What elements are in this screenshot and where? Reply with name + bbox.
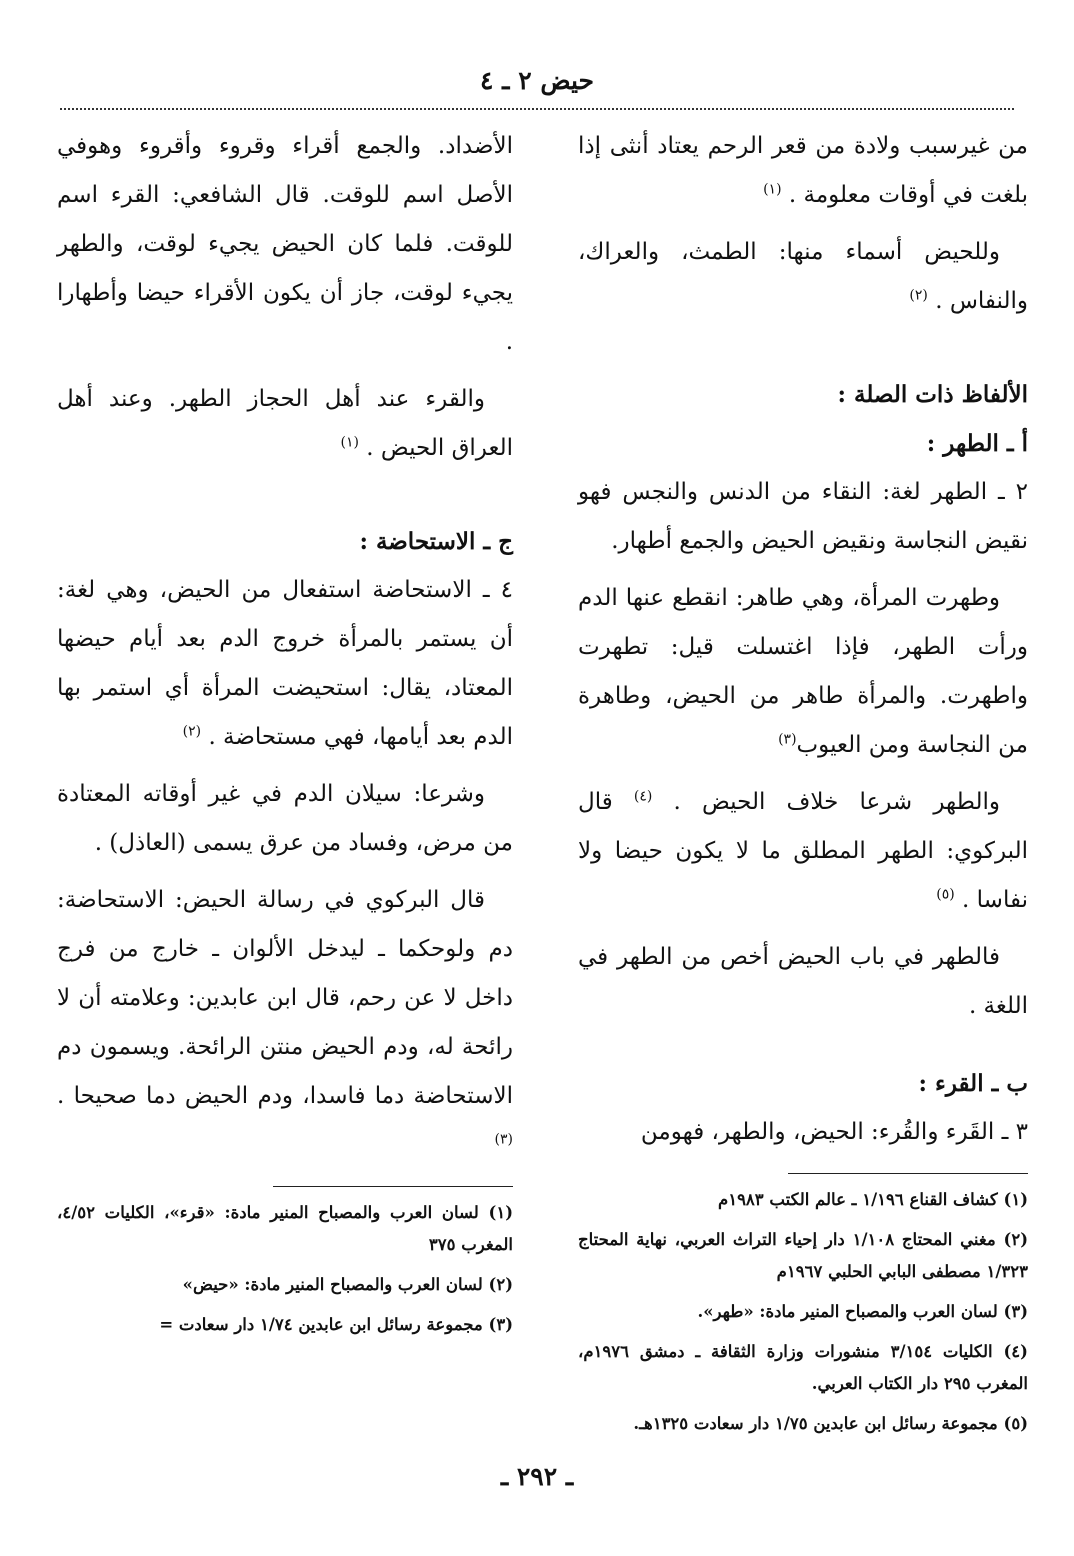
footnote-ref: (٢) — [182, 723, 202, 740]
footnote: (٢) لسان العرب والمصباح المنير مادة: «حيض» — [182, 1275, 513, 1294]
footnote: (١) كشاف القناع ١/١٩٦ ـ عالم الكتب ١٩٨٣م — [717, 1190, 1028, 1209]
footnote: (٤) الكليات ٣/١٥٤ منشورات وزارة الثقافة ـ دمشق ١٩٧٦م، المغرب ٢٩٥ دار الكتاب العربي. — [578, 1342, 1028, 1393]
footnote-ref: (١) — [340, 434, 359, 451]
footnote-divider — [788, 1173, 1028, 1174]
body-paragraph: والقرء عند أهل الحجاز الطهر. وعند أهل العراق الحيض . $^{(١)}$ — [57, 386, 513, 461]
body-paragraph: فالطهر في باب الحيض أخص من الطهر في اللغة . — [578, 944, 1028, 1019]
footnote-ref: (٣) — [494, 1131, 513, 1148]
right-column — [578, 122, 1028, 1448]
subheading-b: ب ـ القرء : — [918, 1070, 1028, 1097]
body-paragraph: قال البركوي في رسالة الحيض: الاستحاضة: دم ولوحكما ـ ليدخل الألوان ـ خارج من فرج داخل لا عن رحم، قال ابن عابدين: وعلامته أن لا رائحة له، ودم الحيض منتن الرائحة. ويسمون دم الاستحاضة دما فاسدا، ودم الحيض دما صحيحا . $^{(٣)}$ — [57, 887, 513, 1148]
footnote: (٣) لسان العرب والمصباح المنير مادة: «طهر». — [697, 1302, 1028, 1321]
footnote-ref: (١) — [763, 181, 782, 198]
body-paragraph: ٤ ـ الاستحاضة استفعال من الحيض، وهي لغة: أن يستمر بالمرأة خروج الدم بعد أيام حيضها المعتاد، يقال: استحيضت المرأة أي استمر بها الدم بعد أيامها، فهي مستحاضة . $^{(٢)}$ — [57, 577, 513, 750]
footnote: (١) لسان العرب والمصباح المنير مادة: «قرء»، الكليات ٤/٥٢، المغرب ٣٧٥ — [57, 1203, 513, 1254]
body-paragraph: والطهر شرعا خلاف الحيض . $^{(٤)}$ قال البركوي: الطهر المطلق ما لا يكون حيضا ولا نفاسا . $^{(٥)}$ — [578, 788, 1028, 913]
header-divider — [60, 108, 1014, 110]
footnote-ref: (٤) — [633, 788, 653, 805]
left-column — [57, 122, 513, 1349]
body-paragraph: من غيرسبب ولادة من قعر الرحم يعتاد أنثى إذا بلغت في أوقات معلومة . $^{(١)}$ — [578, 133, 1028, 208]
section-heading: الألفاظ ذات الصلة : — [837, 381, 1028, 408]
body-paragraph: وشرعا: سيلان الدم في غير أوقاته المعتادة من مرض، وفساد من عرق يسمى (العاذل) . — [57, 781, 513, 856]
body-paragraph: ٣ ـ القَرء والقُرء: الحيض، والطهر، فهومن — [640, 1119, 1028, 1145]
footnote: (٣) مجموعة رسائل ابن عابدين ١/٧٤ دار سعادت = — [159, 1315, 513, 1334]
footnote-ref: (٥) — [936, 886, 955, 903]
footnote: (٥) مجموعة رسائل ابن عابدين ١/٧٥ دار سعادت ١٣٢٥هـ. — [633, 1414, 1028, 1433]
body-paragraph: وطهرت المرأة، وهي طاهر: انقطع عنها الدم ورأت الطهر، فإذا اغتسلت قيل: تطهرت واطهرت. والمرأة طاهر من الحيض، وطاهرة من النجاسة ومن العيوب$^{(٣)}$ — [578, 585, 1028, 758]
body-paragraph: وللحيض أسماء منها: الطمث، والعراك، والنفاس . $^{(٢)}$ — [578, 239, 1028, 314]
subheading-c: ج ـ الاستحاضة : — [359, 528, 513, 555]
footnote-divider — [273, 1186, 513, 1187]
running-header: حيض ٢ ـ ٤ — [480, 66, 594, 95]
subheading-a: أ ـ الطهر : — [926, 430, 1028, 457]
page-number: ـ ٢٩٢ ـ — [500, 1462, 574, 1491]
body-paragraph: الأضداد. والجمع أقراء وقروء وأقروء وهوفي الأصل اسم للوقت. قال الشافعي: القرء اسم للوقت. فلما كان الحيض يجيء لوقت، والطهر يجيء لوقت، جاز أن يكون الأقراء حيضا وأطهارا . — [57, 133, 513, 355]
footnote: (٢) مغني المحتاج ١/١٠٨ دار إحياء التراث العربي، نهاية المحتاج ١/٣٢٣ مصطفى البابي الحلبي ١٩٦٧م — [578, 1230, 1028, 1281]
footnote-ref: (٢) — [909, 287, 928, 304]
body-paragraph: ٢ ـ الطهر لغة: النقاء من الدنس والنجس فهو نقيض النجاسة ونقيض الحيض والجمع أطهار. — [578, 479, 1028, 554]
footnote-ref: (٣) — [778, 731, 797, 748]
